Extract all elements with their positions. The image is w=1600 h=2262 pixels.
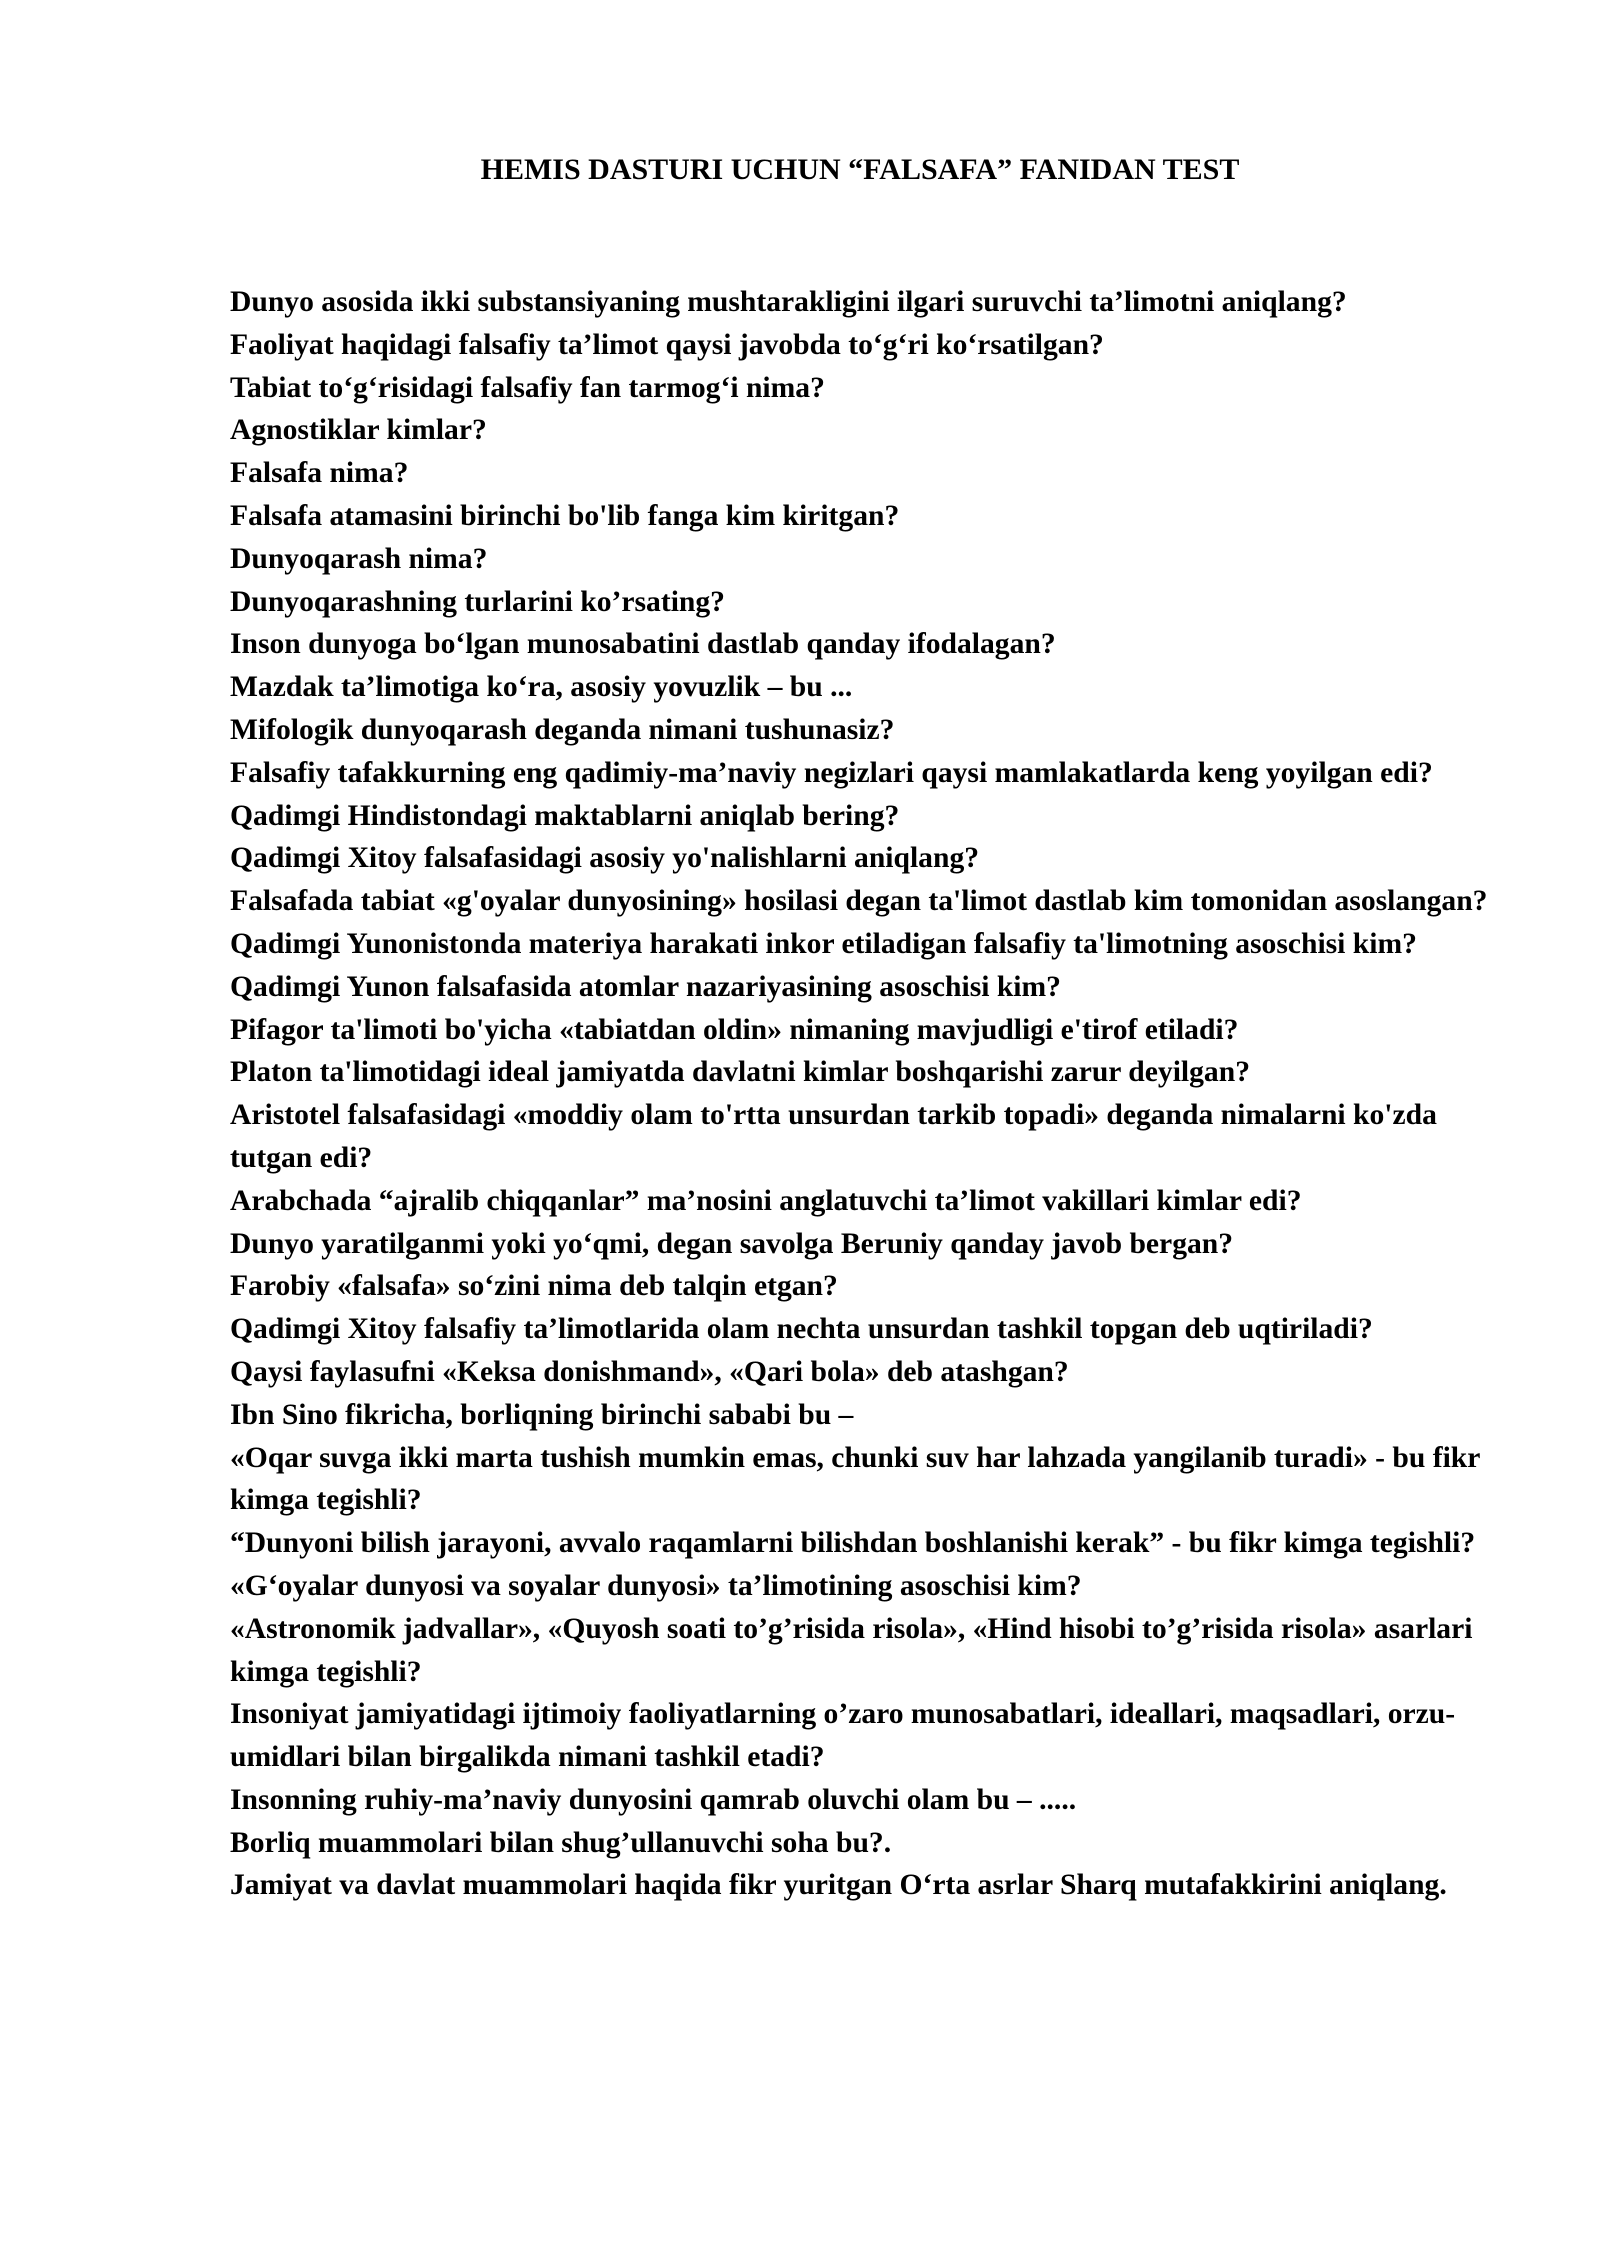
question-item: Platon ta'limotidagi ideal jamiyatda davlatni kimlar boshqarishi zarur deyilgan? <box>230 1056 1250 1089</box>
question-item: Faoliyat haqidagi falsafiy ta’limot qaysi javobda to‘g‘ri ko‘rsatilgan? <box>230 328 1104 361</box>
question-item: Borliq muammolari bilan shug’ullanuvchi soha bu?. <box>230 1826 892 1859</box>
question-item: «Astronomik jadvallar», «Quyosh soati to’g’risida risola», «Hind hisobi to’g’risida risola» asarlari kimga tegishli? <box>230 1612 1473 1688</box>
question-list <box>230 281 1505 1907</box>
question-item: Qadimgi Xitoy falsafiy ta’limotlarida olam nechta unsurdan tashkil topgan deb uqtiriladi? <box>230 1313 1373 1346</box>
question-item: Jamiyat va davlat muammolari haqida fikr yuritgan O‘rta asrlar Sharq mutafakkirini aniqlang. <box>230 1869 1447 1902</box>
question-item: Qadimgi Yunonistonda materiya harakati inkor etiladigan falsafiy ta'limotning asoschisi kim? <box>230 927 1417 960</box>
question-item: Agnostiklar kimlar? <box>230 414 487 447</box>
question-item: Dunyoqarashning turlarini ko’rsating? <box>230 585 725 618</box>
question-item: Pifagor ta'limoti bo'yicha «tabiatdan oldin» nimaning mavjudligi e'tirof etiladi? <box>230 1013 1239 1046</box>
question-item: Mifologik dunyoqarash deganda nimani tushunasiz? <box>230 713 895 746</box>
question-item: Qadimgi Hindistondagi maktablarni aniqlab bering? <box>230 799 900 832</box>
question-item: Insoniyat jamiyatidagi ijtimoiy faoliyatlarning o’zaro munosabatlari, ideallari, maqsadlari, orzu-umidlari bilan birgalikda nimani tashkil etadi? <box>230 1698 1456 1774</box>
question-item: Falsafiy tafakkurning eng qadimiy-ma’naviy negizlari qaysi mamlakatlarda keng yoyilgan edi? <box>230 756 1433 789</box>
question-item: Falsafada tabiat «g'oyalar dunyosining» hosilasi degan ta'limot dastlab kim tomonidan asoslangan? <box>230 885 1488 918</box>
question-item: “Dunyoni bilish jarayoni, avvalo raqamlarni bilishdan boshlanishi kerak” - bu fikr kimga tegishli? <box>230 1527 1476 1560</box>
question-item: Falsafa nima? <box>230 457 409 490</box>
question-item: Qadimgi Xitoy falsafasidagi asosiy yo'nalishlarni aniqlang? <box>230 842 980 875</box>
question-item: Dunyoqarash nima? <box>230 542 488 575</box>
question-item: Inson dunyoga bo‘lgan munosabatini dastlab qanday ifodalagan? <box>230 628 1056 661</box>
question-item: Qaysi faylasufni «Keksa donishmand», «Qari bola» deb atashgan? <box>230 1355 1069 1388</box>
question-item: Arabchada “ajralib chiqqanlar” ma’nosini anglatuvchi ta’limot vakillari kimlar edi? <box>230 1184 1302 1217</box>
question-item: Qadimgi Yunon falsafasida atomlar nazariyasining asoschisi kim? <box>230 970 1061 1003</box>
question-item: Insonning ruhiy-ma’naviy dunyosini qamrab oluvchi olam bu – ..... <box>230 1783 1077 1816</box>
question-item: Aristotel falsafasidagi «moddiy olam to'rtta unsurdan tarkib topadi» deganda nimalarni ko'zda tutgan edi? <box>230 1099 1437 1174</box>
question-item: Dunyo asosida ikki substansiyaning mushtarakligini ilgari suruvchi ta’limotni aniqlang? <box>230 286 1347 318</box>
question-item: Tabiat to‘g‘risidagi falsafiy fan tarmog‘i nima? <box>230 371 825 404</box>
question-item: «G‘oyalar dunyosi va soyalar dunyosi» ta’limotining asoschisi kim? <box>230 1569 1082 1602</box>
question-item: Farobiy «falsafa» so‘zini nima deb talqin etgan? <box>230 1270 838 1303</box>
question-item: «Oqar suvga ikki marta tushish mumkin emas, chunki suv har lahzada yangilanib turadi» - bu fikr kimga tegishli? <box>230 1441 1480 1517</box>
question-item: Ibn Sino fikricha, borliqning birinchi sababi bu – <box>230 1398 854 1431</box>
document-title: HEMIS DASTURI UCHUN “FALSAFA” FANIDAN TEST <box>480 153 1240 186</box>
question-item: Dunyo yaratilganmi yoki yo‘qmi, degan savolga Beruniy qanday javob bergan? <box>230 1227 1234 1260</box>
question-item: Mazdak ta’limotiga ko‘ra, asosiy yovuzlik – bu ... <box>230 671 853 704</box>
question-item: Falsafa atamasini birinchi bo'lib fanga kim kiritgan? <box>230 499 900 532</box>
